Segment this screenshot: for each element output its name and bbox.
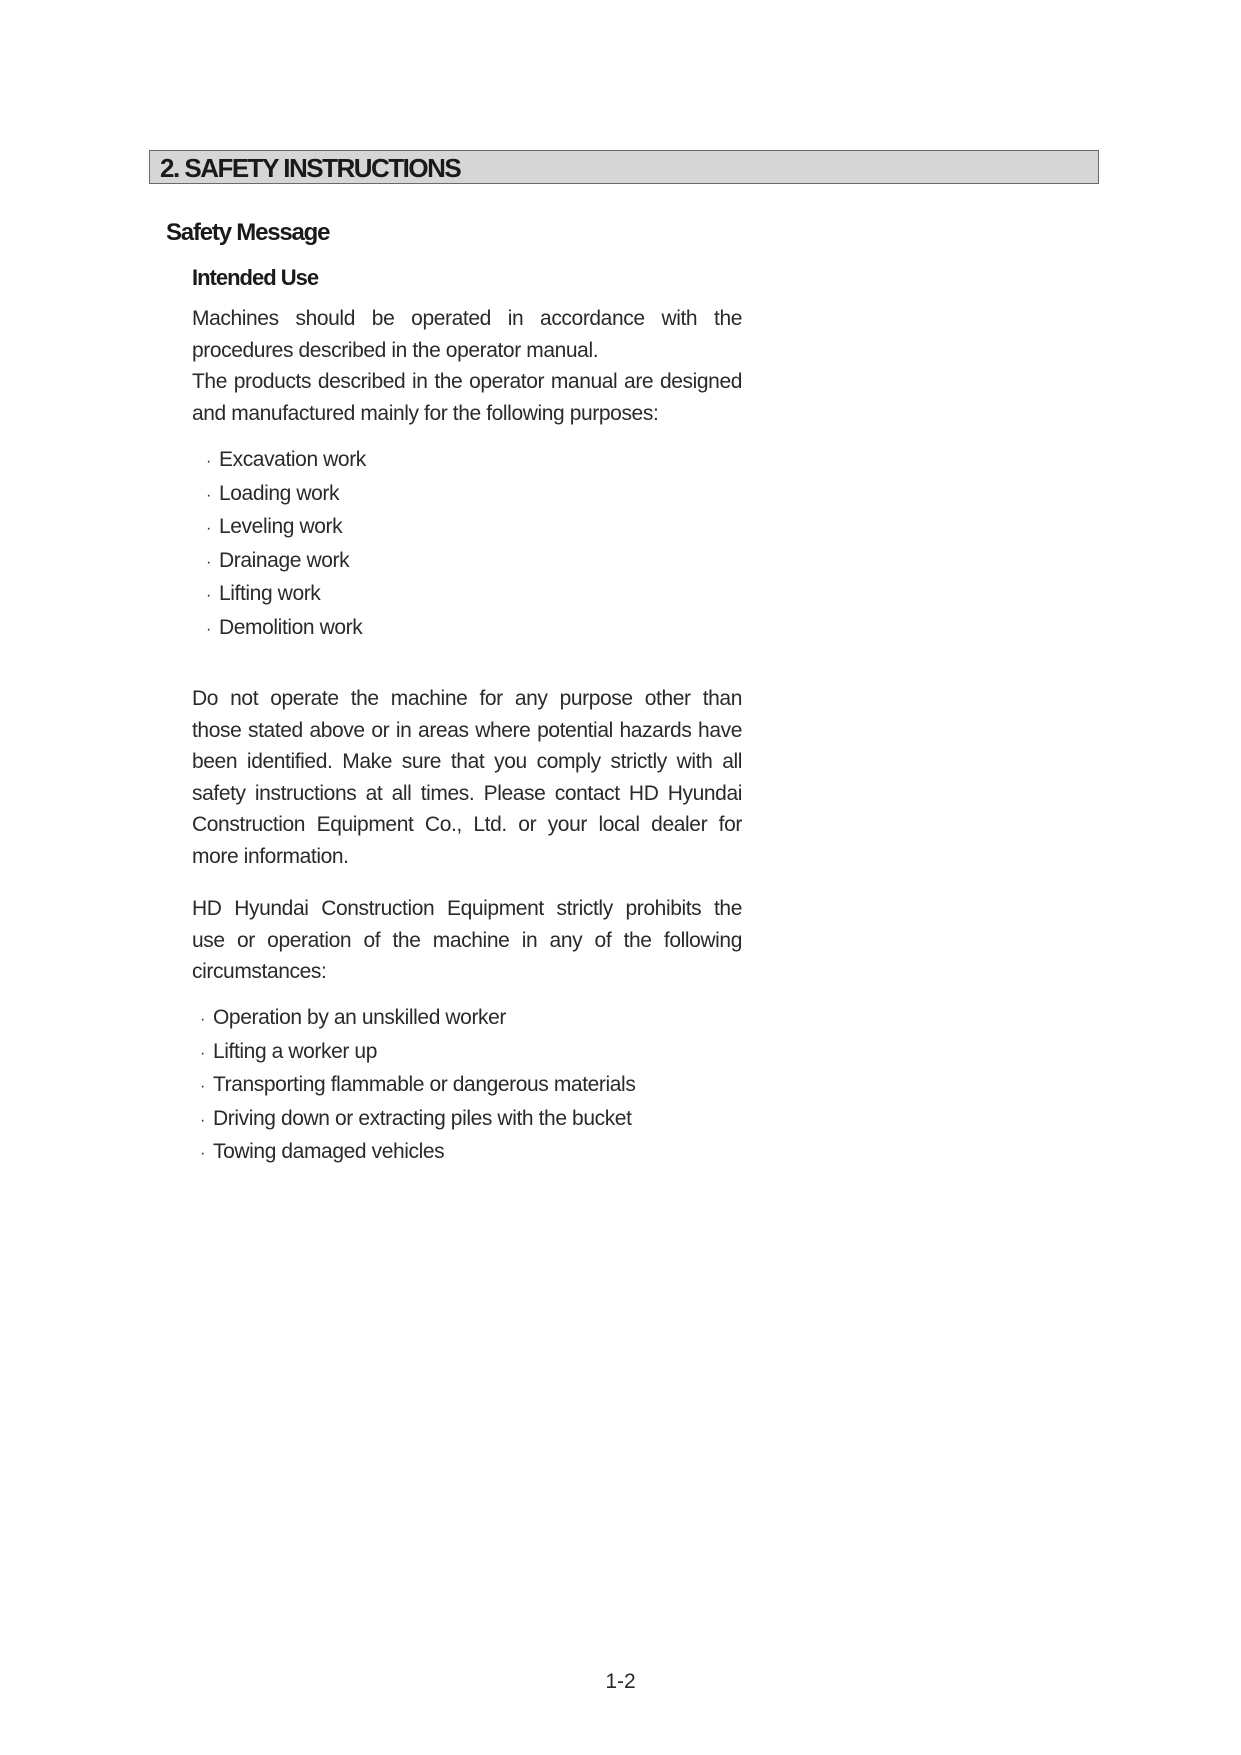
list-item — [200, 1103, 635, 1137]
bullet-icon: · — [200, 1011, 205, 1028]
intro-line: The products described in the operator manual are designed — [192, 370, 742, 393]
purpose-text: Demolition work — [219, 615, 363, 639]
bullet-icon: · — [206, 587, 211, 604]
bullet-icon: · — [206, 520, 211, 537]
prohibited-text: Lifting a worker up — [213, 1039, 377, 1063]
purpose-text: Drainage work — [219, 548, 350, 572]
list-item — [206, 612, 366, 646]
list-item — [206, 478, 366, 512]
warning-line: been identified. Make sure that you comply strictly with all — [192, 750, 742, 773]
prohibited-text: Operation by an unskilled worker — [213, 1006, 507, 1029]
warning-paragraph — [192, 683, 742, 872]
list-item — [206, 545, 366, 579]
list-item — [206, 578, 366, 612]
list-item — [206, 444, 366, 478]
prohibition-paragraph — [192, 893, 742, 988]
warning-line: those stated above or in areas where potential hazards have — [192, 718, 742, 742]
intro-line: Machines should be operated in accordance with the — [192, 307, 742, 330]
page-number: 1-2 — [605, 1670, 636, 1693]
prohibited-list — [200, 1002, 635, 1170]
prohibited-text: Towing damaged vehicles — [213, 1140, 445, 1163]
purpose-text: Leveling work — [219, 515, 343, 538]
list-item — [206, 511, 366, 545]
bullet-icon: · — [206, 486, 211, 504]
warning-line: more information. — [192, 844, 349, 868]
subsection-title: Safety Message — [166, 219, 330, 246]
bullet-icon: · — [206, 620, 211, 638]
purpose-text: Excavation work — [219, 448, 366, 471]
intro-paragraph — [192, 303, 742, 429]
prohibited-text: Transporting flammable or dangerous materials — [213, 1073, 636, 1096]
intended-use-heading: Intended Use — [192, 265, 319, 290]
purposes-list — [206, 444, 366, 645]
intro-line: and manufactured mainly for the following purposes: — [192, 401, 659, 425]
bullet-icon: · — [206, 453, 211, 470]
purpose-text: Lifting work — [219, 582, 321, 605]
purpose-text: Loading work — [219, 481, 340, 505]
bullet-icon: · — [200, 1145, 205, 1162]
warning-line: Construction Equipment Co., Ltd. or your local dealer for — [192, 813, 742, 836]
bullet-icon: · — [206, 553, 211, 571]
prohibited-text: Driving down or extracting piles with the bucket — [213, 1106, 632, 1130]
bullet-icon: · — [200, 1111, 205, 1129]
bullet-icon: · — [200, 1078, 205, 1095]
warning-line: safety instructions at all times. Please contact HD Hyundai — [192, 781, 742, 805]
section-title: 2. SAFETY INSTRUCTIONS — [149, 150, 1099, 184]
intro-line: procedures described in the operator manual. — [192, 338, 599, 362]
warning-line: Do not operate the machine for any purpose other than — [192, 687, 742, 710]
prohibition-line: use or operation of the machine in any of the following — [192, 928, 742, 952]
list-item — [200, 1036, 635, 1070]
bullet-icon: · — [200, 1044, 205, 1062]
prohibition-line: circumstances: — [192, 960, 327, 983]
list-item — [200, 1002, 635, 1036]
prohibition-line: HD Hyundai Construction Equipment strictly prohibits the — [192, 897, 742, 920]
list-item — [200, 1136, 635, 1170]
list-item — [200, 1069, 635, 1103]
